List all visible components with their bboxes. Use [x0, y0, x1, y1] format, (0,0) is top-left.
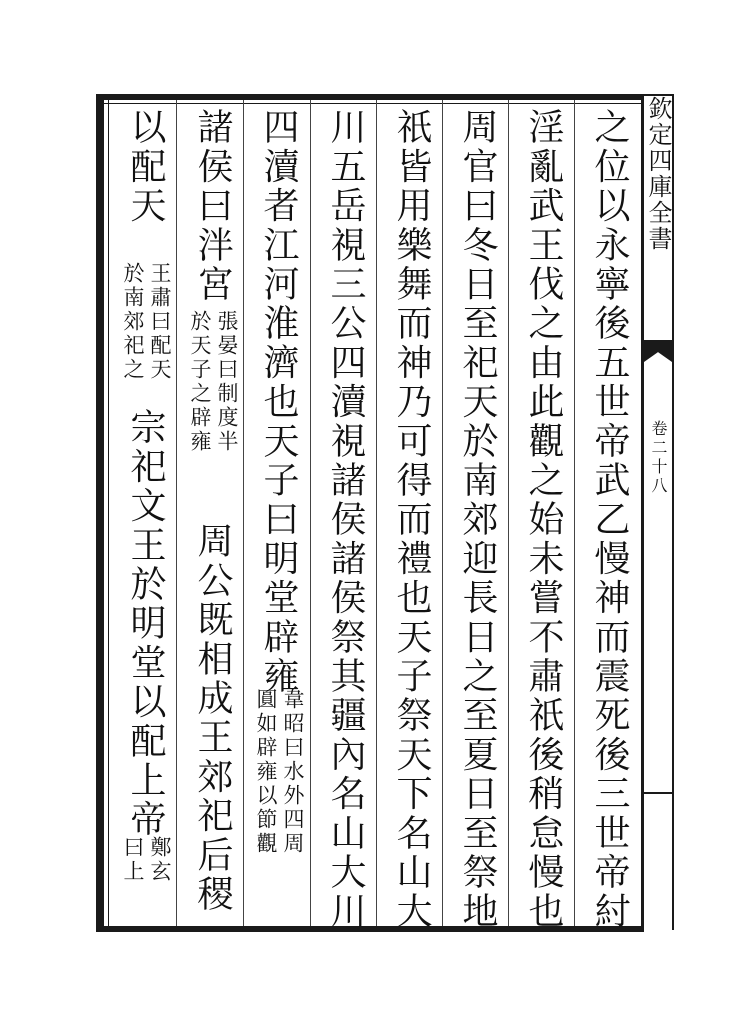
fish-tail-mark	[644, 340, 672, 362]
annotation-left: 於南郊祀之	[121, 262, 145, 382]
text-column-7-top	[187, 108, 237, 338]
text-column-7-bottom	[187, 522, 237, 922]
column-separator	[376, 100, 377, 926]
annotation-right: 鄭玄	[148, 836, 172, 884]
margin-right-line	[672, 94, 674, 930]
column-separator	[176, 100, 177, 926]
juan-label: 卷二十八	[649, 420, 668, 496]
text-column-1	[584, 108, 634, 932]
frame-top-inner-line	[96, 103, 644, 104]
main-text: 川五岳視三公四瀆視諸侯諸侯祭其疆內名山大川	[325, 108, 366, 932]
main-text: 宗祀文王於明堂以配上帝	[125, 408, 166, 840]
main-text: 周公既相成王郊祀后稷	[192, 522, 233, 914]
annotation-right: 張晏曰制度半	[215, 310, 239, 454]
frame-top-border	[96, 94, 644, 100]
main-text: 諸侯曰泮宮	[192, 108, 233, 304]
column-separator	[310, 100, 311, 926]
margin-lower-mark	[644, 792, 672, 794]
text-column-8-bottom	[120, 408, 170, 838]
annotation-block	[253, 688, 305, 918]
text-column-8-top	[120, 108, 170, 248]
book-title: 欽定四庫全書	[644, 96, 672, 252]
main-text: 之位以永寧後五世帝武乙慢神而震死後三世帝紂	[589, 108, 630, 932]
annotation-right: 韋昭曰水外四周	[281, 688, 305, 856]
main-text: 祇皆用樂舞而神乃可得而禮也天子祭天下名山大	[391, 108, 432, 932]
column-separator	[574, 100, 575, 926]
annotation-right: 王肅曰配天	[148, 262, 172, 382]
annotation-left: 於天子之辟雍	[188, 310, 212, 454]
text-column-5	[320, 108, 370, 932]
text-column-4	[386, 108, 436, 932]
annotation-block	[120, 836, 172, 922]
main-text: 以配天	[125, 108, 166, 226]
annotation-block	[120, 262, 172, 412]
annotation-left: 圓如辟雍以節觀	[254, 688, 278, 856]
main-text: 四瀆者江河淮濟也天子曰明堂辟雍	[258, 108, 299, 696]
frame-left-border	[96, 94, 104, 932]
annotation-block	[187, 310, 239, 530]
text-column-2	[518, 108, 568, 932]
column-separator	[508, 100, 509, 926]
column-separator	[243, 100, 244, 926]
main-text: 淫亂武王伐之由此觀之始未嘗不肅祇後稍怠慢也	[523, 108, 564, 932]
main-text: 周官曰冬日至祀天於南郊迎長日之至夏日至祭地	[457, 108, 498, 932]
annotation-left: 曰上	[121, 836, 145, 884]
text-column-3	[452, 108, 502, 932]
column-separator	[442, 100, 443, 926]
frame-left-inner-line	[108, 100, 109, 928]
